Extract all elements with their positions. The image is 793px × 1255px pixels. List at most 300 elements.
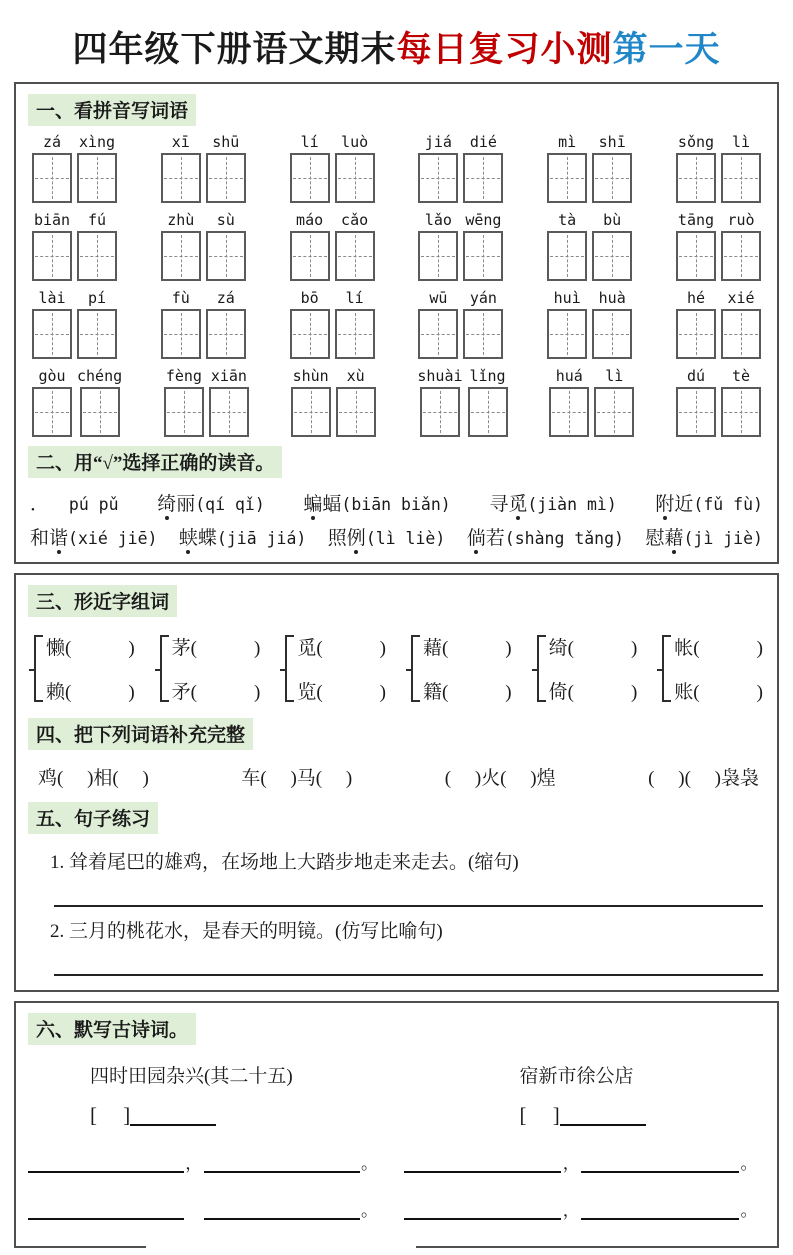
pair-column: [172, 633, 261, 704]
pinyin-syllable: tà: [558, 211, 577, 229]
pinyin-word-group: [161, 210, 246, 281]
pinyin-syllable: wēng: [465, 211, 502, 229]
pair-row: [46, 677, 135, 704]
pair-bracket: [411, 635, 420, 702]
writing-box: [161, 231, 201, 281]
writing-box: [164, 387, 204, 437]
pronunciation-item: [645, 523, 763, 550]
pinyin-syllable: lǎo: [424, 211, 452, 229]
poem-title: 宿新市徐公店: [519, 1066, 634, 1087]
pinyin-syllable: cǎo: [341, 211, 369, 229]
pinyin-cell: [32, 288, 72, 359]
writing-box: [547, 309, 587, 359]
pair-char-top: 绮: [548, 638, 568, 659]
sentence-body: 耸着尾巴的雄鸡，在场地上大踏步地走来走去。(缩句): [69, 852, 519, 873]
answer-blank: ( ): [190, 682, 261, 703]
verse-row: [404, 1155, 766, 1173]
section-box-bottom: [14, 1001, 779, 1248]
answer-blank: ( ): [65, 682, 135, 703]
answer-blank: ( ): [693, 638, 763, 659]
pair-char-top: 懒: [46, 638, 66, 659]
word-part: 蝶: [197, 528, 217, 549]
pinyin-word-group: [32, 210, 117, 281]
pinyin-syllable: dié: [469, 133, 497, 151]
writing-box: [290, 153, 330, 203]
author-blank-line: [130, 1106, 216, 1126]
pinyin-word-group: [417, 366, 507, 437]
word-part: 蝠: [322, 494, 342, 515]
verse-period: 。: [361, 1154, 378, 1173]
pinyin-syllable: zá: [216, 289, 235, 307]
writing-box: [161, 153, 201, 203]
sentence-exercise: [28, 847, 765, 907]
pronunciation-line-1: [30, 489, 763, 516]
section-5-heading: 五、句子练习: [28, 802, 158, 834]
pinyin-cell: [335, 210, 375, 281]
pair-bracket: [34, 635, 43, 702]
writing-box: [418, 231, 458, 281]
pair-column: [549, 633, 638, 704]
verse-rows: [28, 1155, 390, 1220]
verse-comma: ，: [185, 1154, 203, 1173]
writing-box: [592, 231, 632, 281]
pinyin-syllable: hé: [686, 289, 706, 307]
pinyin-options: (biān biǎn): [341, 495, 451, 514]
sentence-exercise: [28, 916, 765, 976]
pinyin-word-group: [676, 210, 761, 281]
pinyin-cell: [77, 210, 117, 281]
pair-char-top: 觅: [297, 638, 317, 659]
writing-box: [77, 153, 117, 203]
pinyin-cell: [335, 288, 375, 359]
pinyin-word-group: [549, 366, 634, 437]
pinyin-cell: [161, 210, 201, 281]
pinyin-row: [32, 210, 761, 281]
word-part: 慰: [645, 528, 665, 549]
pair-bracket: [662, 635, 671, 702]
pinyin-cell: [547, 132, 587, 203]
poem-column: [390, 1049, 766, 1220]
pinyin-word-group: [32, 132, 117, 203]
writing-box: [676, 231, 716, 281]
word-part: 和: [30, 528, 50, 549]
pair-row: [46, 633, 135, 660]
pinyin-cell: [721, 132, 761, 203]
pinyin-cell: [206, 132, 246, 203]
char-pair: [537, 633, 638, 704]
writing-box: [290, 231, 330, 281]
pair-row: [674, 633, 763, 660]
writing-box: [463, 231, 503, 281]
pinyin-syllable: pí: [87, 289, 107, 307]
title-part-blue: 第一天: [612, 30, 721, 69]
pinyin-syllable: bō: [300, 289, 319, 307]
pinyin-syllable: xù: [346, 367, 365, 385]
pinyin-syllable: jiá: [424, 133, 452, 151]
answer-blank: ( ): [441, 682, 512, 703]
pinyin-word-group: [676, 366, 761, 437]
pinyin-word-group: [418, 210, 503, 281]
writing-box: [592, 309, 632, 359]
pinyin-syllable: shuài: [417, 367, 463, 385]
pinyin-syllable: mì: [558, 133, 577, 151]
watermark-eraser-blob: [146, 1237, 416, 1255]
verse-period: 。: [740, 1201, 758, 1220]
author-bracket: [ ]: [519, 1103, 560, 1127]
verse-row: [404, 1202, 766, 1220]
word-part: 丽: [176, 494, 196, 515]
pinyin-options: (jiā jiá): [216, 529, 307, 548]
writing-box: [549, 387, 589, 437]
section-box-top: [14, 82, 779, 564]
answer-blank: ( ): [567, 638, 638, 659]
pinyin-word-group: [164, 366, 249, 437]
word-part-dotted: 附: [655, 494, 675, 515]
pinyin-word-group: [547, 288, 632, 359]
word-part: ．: [30, 494, 50, 515]
pinyin-word-group: [291, 366, 376, 437]
writing-box: [463, 153, 503, 203]
pinyin-syllable: shū: [212, 133, 240, 151]
pair-row: [423, 633, 512, 660]
pair-row: [172, 677, 261, 704]
pinyin-word-group: [676, 132, 761, 203]
pair-bracket: [537, 635, 546, 702]
pinyin-syllable: fù: [171, 289, 190, 307]
pinyin-cell: [418, 288, 458, 359]
pair-column: [674, 633, 763, 704]
char-pair: [285, 633, 386, 704]
pronunciation-item: [157, 489, 265, 516]
pinyin-cell: [164, 366, 204, 437]
pinyin-word-group: [547, 132, 632, 203]
writing-box: [335, 309, 375, 359]
writing-box: [721, 309, 761, 359]
pinyin-cell: [418, 132, 458, 203]
answer-blank: ( ): [316, 682, 386, 703]
answer-blank: ( ): [567, 682, 638, 703]
writing-box: [547, 231, 587, 281]
pair-char-top: 帐: [674, 638, 694, 659]
writing-box: [721, 387, 761, 437]
pinyin-cell: [676, 288, 716, 359]
pinyin-word-group: [32, 366, 122, 437]
pinyin-cell: [547, 288, 587, 359]
pinyin-cell: [721, 288, 761, 359]
poem-author-line: [520, 1104, 766, 1126]
pinyin-cell: [77, 366, 122, 437]
pinyin-options: (jì jiè): [683, 529, 763, 548]
char-pair: [160, 633, 261, 704]
pronunciation-line-2: [30, 523, 763, 550]
word-part: 若: [485, 528, 505, 549]
word-part-dotted: 蛱: [178, 528, 198, 549]
page-title: [14, 22, 779, 72]
answer-line: [54, 905, 763, 907]
section-6-heading: 六、默写古诗词。: [28, 1013, 196, 1045]
verse-blank-line: [28, 1206, 184, 1220]
pinyin-cell: [335, 132, 375, 203]
pinyin-syllable: lí: [345, 289, 364, 307]
pinyin-cell: [721, 366, 761, 437]
pinyin-cell: [161, 288, 201, 359]
pinyin-cell: [161, 132, 201, 203]
pair-row: [297, 677, 386, 704]
pinyin-syllable: chéng: [77, 367, 123, 385]
pronunciation-item: [30, 489, 119, 516]
pinyin-cell: [547, 210, 587, 281]
word-part-dotted: 绮: [157, 494, 177, 515]
pinyin-cell: [336, 366, 376, 437]
pinyin-cell: [676, 210, 716, 281]
word-part-dotted: 例: [346, 528, 366, 549]
pinyin-word-group: [161, 288, 246, 359]
title-part-red: 每日复习小测: [396, 30, 613, 69]
pair-char-top: 藉: [422, 638, 442, 659]
pinyin-options: (shàng tǎng): [504, 529, 624, 548]
word-part: 照: [327, 528, 347, 549]
writing-box: [32, 153, 72, 203]
writing-box: [291, 387, 331, 437]
pinyin-cell: [463, 210, 503, 281]
pinyin-word-group: [32, 288, 117, 359]
pinyin-syllable: máo: [296, 211, 324, 229]
pinyin-cell: [32, 132, 72, 203]
pinyin-syllable: zhù: [167, 211, 195, 229]
pinyin-syllable: ruò: [727, 211, 755, 229]
answer-blank: ( ): [65, 638, 135, 659]
pinyin-syllable: lǐng: [469, 367, 506, 385]
similar-char-pairs: [34, 633, 763, 704]
pinyin-word-group: [290, 132, 375, 203]
verse-row: [28, 1155, 390, 1173]
pronunciation-item: [467, 523, 624, 550]
writing-box: [206, 153, 246, 203]
section-3-heading: 三、形近字组词: [28, 585, 177, 617]
pinyin-word-group: [161, 132, 246, 203]
pair-row: [172, 633, 261, 660]
section-4-heading: 四、把下列词语补充完整: [28, 718, 253, 750]
pronunciation-item: [179, 523, 306, 550]
pinyin-syllable: xī: [171, 133, 190, 151]
verse-row: [28, 1202, 390, 1220]
pinyin-syllable: xìng: [78, 133, 116, 151]
pinyin-row: [32, 132, 761, 203]
pinyin-word-group: [676, 288, 761, 359]
verse-rows: [404, 1155, 766, 1220]
sentence-body: 三月的桃花水，是春天的明镜。(仿写比喻句): [69, 921, 443, 942]
pair-row: [549, 677, 638, 704]
section-2-heading: 二、用“√”选择正确的读音。: [28, 446, 282, 478]
sentence-text: [50, 916, 765, 943]
pinyin-syllable: yán: [469, 289, 497, 307]
pinyin-syllable: dú: [686, 367, 706, 385]
writing-box: [418, 153, 458, 203]
pinyin-cell: [209, 366, 249, 437]
pinyin-syllable: zá: [42, 133, 62, 151]
writing-box: [594, 387, 634, 437]
pinyin-syllable: huá: [555, 367, 583, 385]
pinyin-cell: [418, 210, 458, 281]
pinyin-syllable: sù: [216, 211, 235, 229]
writing-box: [592, 153, 632, 203]
pinyin-syllable: gòu: [38, 367, 66, 385]
word-part: 近: [674, 494, 694, 515]
pair-char-bottom: 籍: [422, 682, 442, 703]
poem-column: [28, 1049, 390, 1220]
verse-blank-line: [581, 1159, 739, 1173]
answer-blank: ( ): [693, 682, 763, 703]
pair-row: [549, 633, 638, 660]
pair-row: [423, 677, 512, 704]
writing-box: [676, 309, 716, 359]
pinyin-options: (jiàn mì): [527, 495, 617, 514]
pair-char-bottom: 览: [297, 682, 317, 703]
pinyin-grid: [28, 132, 765, 437]
writing-box: [77, 231, 117, 281]
sentence-number: 2.: [50, 921, 65, 942]
writing-box: [468, 387, 508, 437]
pinyin-cell: [592, 288, 632, 359]
verse-period: 。: [740, 1154, 758, 1173]
writing-box: [335, 231, 375, 281]
verse-blank-line: [204, 1206, 360, 1220]
poem-title: 四时田园杂兴(其二十五): [90, 1066, 293, 1087]
pinyin-options: (lì liè): [365, 529, 446, 548]
pinyin-syllable: tè: [731, 367, 751, 385]
pinyin-cell: [463, 132, 503, 203]
sentence-text: [50, 847, 765, 874]
pinyin-row: [32, 366, 761, 437]
pinyin-cell: [417, 366, 462, 437]
char-pair: [34, 633, 135, 704]
pronunciation-item: [489, 489, 616, 516]
char-pair: [411, 633, 512, 704]
writing-box: [161, 309, 201, 359]
pair-char-bottom: 倚: [548, 682, 568, 703]
pair-bracket: [285, 635, 294, 702]
title-part-black: 四年级下册语文期末: [72, 30, 397, 69]
pinyin-syllable: sǒng: [677, 133, 715, 151]
writing-box: [32, 309, 72, 359]
pinyin-syllable: shùn: [292, 367, 329, 385]
pinyin-cell: [206, 210, 246, 281]
pair-row: [297, 633, 386, 660]
pronunciation-item: [30, 523, 157, 550]
pinyin-cell: [721, 210, 761, 281]
writing-box: [547, 153, 587, 203]
pinyin-options: (fǔ fù): [693, 495, 763, 514]
pinyin-word-group: [418, 132, 503, 203]
pronunciation-item: [655, 489, 763, 516]
pronunciation-item: [328, 523, 446, 550]
pinyin-cell: [549, 366, 589, 437]
answer-blank: ( ): [441, 638, 512, 659]
pinyin-options: (xié jiē): [68, 529, 158, 548]
author-bracket: [ ]: [90, 1103, 131, 1127]
pinyin-cell: [594, 366, 634, 437]
pinyin-cell: [676, 132, 716, 203]
pinyin-cell: [290, 210, 330, 281]
idiom-item: 车( )马( ): [241, 768, 353, 789]
verse-blank-line: [581, 1206, 739, 1220]
word-part: 寻: [489, 494, 509, 515]
answer-line: [54, 974, 763, 976]
pinyin-cell: [290, 288, 330, 359]
writing-box: [721, 153, 761, 203]
pinyin-syllable: xié: [727, 289, 755, 307]
section-box-middle: [14, 573, 779, 992]
pair-column: [46, 633, 135, 704]
pair-column: [297, 633, 386, 704]
writing-box: [80, 387, 120, 437]
writing-box: [32, 231, 72, 281]
pinyin-syllable: xiān: [210, 367, 247, 385]
pinyin-options: (qí qǐ): [195, 495, 265, 514]
pinyin-syllable: lì: [605, 367, 624, 385]
writing-box: [32, 387, 72, 437]
pinyin-options: pú pǔ: [49, 495, 119, 514]
verse-blank-line: [28, 1159, 184, 1173]
word-part-dotted: 蝙: [303, 494, 323, 515]
pinyin-cell: [592, 132, 632, 203]
pinyin-syllable: tāng: [677, 211, 715, 229]
pinyin-cell: [290, 132, 330, 203]
pinyin-syllable: lì: [731, 133, 751, 151]
idiom-item: 鸡( )相( ): [38, 768, 149, 789]
pinyin-cell: [291, 366, 331, 437]
word-part-dotted: 藉: [664, 528, 684, 549]
pinyin-syllable: wū: [429, 289, 448, 307]
verse-blank-line: [404, 1159, 562, 1173]
writing-box: [335, 153, 375, 203]
char-pair: [662, 633, 763, 704]
pinyin-syllable: luò: [341, 133, 369, 151]
writing-box: [676, 387, 716, 437]
section-1-heading: 一、看拼音写词语: [28, 94, 196, 126]
pinyin-syllable: biān: [33, 211, 71, 229]
writing-box: [77, 309, 117, 359]
idiom-item: ( )火( )煌: [444, 768, 556, 789]
pinyin-row: [32, 288, 761, 359]
writing-box: [209, 387, 249, 437]
writing-box: [463, 309, 503, 359]
pair-bracket: [160, 635, 169, 702]
pinyin-cell: [206, 288, 246, 359]
writing-box: [290, 309, 330, 359]
pinyin-cell: [32, 366, 72, 437]
pinyin-syllable: fèng: [165, 367, 202, 385]
pinyin-word-group: [290, 210, 375, 281]
pinyin-syllable: lí: [300, 133, 319, 151]
pair-column: [423, 633, 512, 704]
verse-blank-line: [404, 1206, 562, 1220]
sentence-number: 1.: [50, 852, 65, 873]
poem-columns: [28, 1049, 765, 1220]
pinyin-cell: [592, 210, 632, 281]
verse-comma: ，: [562, 1201, 580, 1220]
writing-box: [418, 309, 458, 359]
writing-box: [336, 387, 376, 437]
writing-box: [420, 387, 460, 437]
verse-blank-line: [204, 1159, 360, 1173]
sentence-exercises: [28, 847, 765, 976]
pinyin-cell: [77, 132, 117, 203]
poem-author-line: [90, 1104, 390, 1126]
pinyin-word-group: [547, 210, 632, 281]
pair-char-bottom: 赖: [46, 682, 66, 703]
word-part-dotted: 倘: [466, 528, 486, 549]
